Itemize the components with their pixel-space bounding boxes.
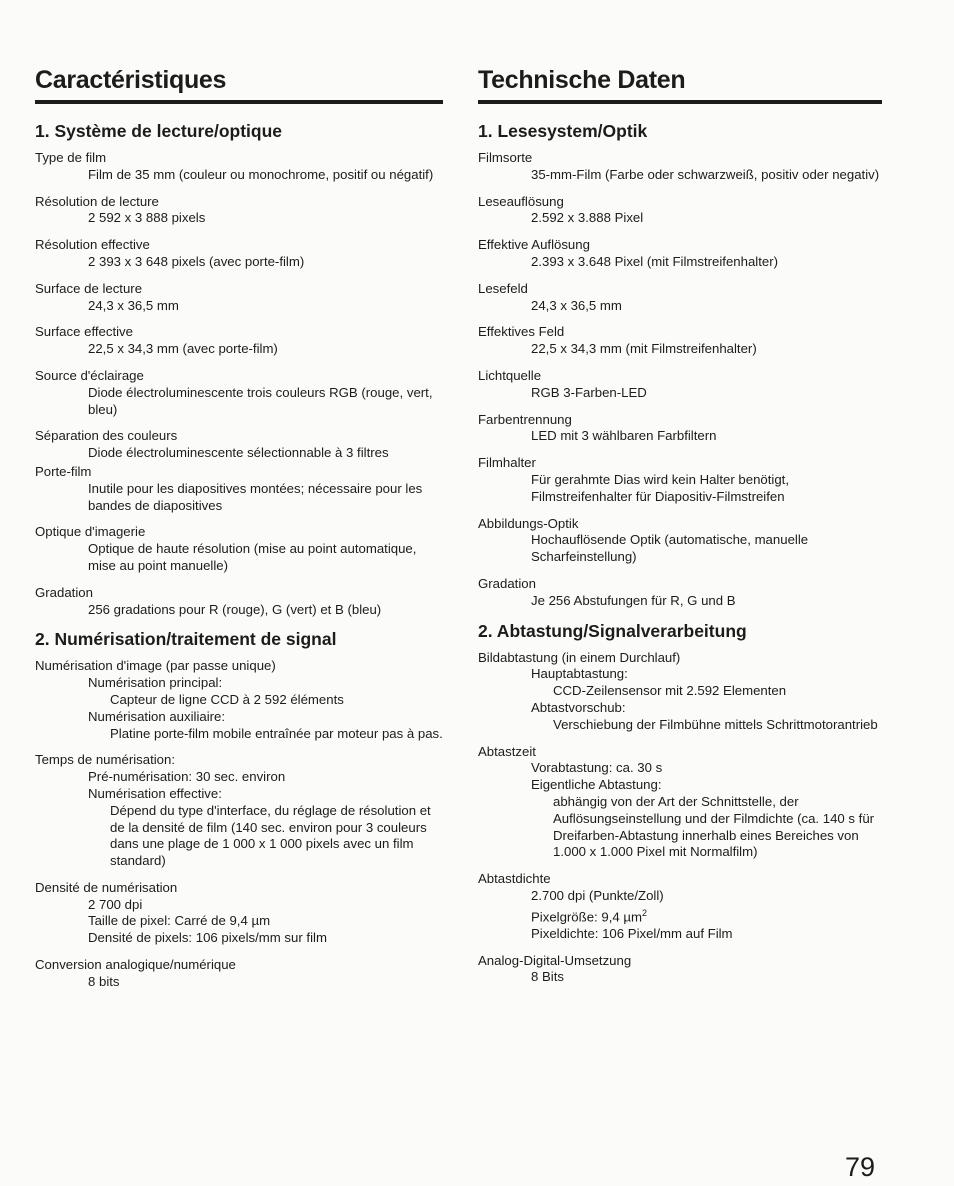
spec-sub-label: Abtastvorschub: [531, 699, 626, 715]
spec-term: Conversion analogique/numérique [35, 957, 236, 973]
spec-item [35, 585, 445, 619]
spec-value: Optique de haute résolution (mise au point automatique, mise au point manuelle) [88, 541, 417, 573]
title-rule-fr [35, 100, 443, 104]
section-heading-fr-1: 1. Système de lecture/optique [35, 121, 283, 141]
content-de [478, 120, 884, 996]
spec-value: 2 393 x 3 648 pixels (avec porte-film) [88, 253, 305, 269]
spec-value: Hochauflösende Optik (automatische, manuelle Scharfeinstellung) [531, 532, 809, 565]
spec-term: Abtastdichte [478, 871, 551, 887]
spec-item [478, 237, 884, 271]
spec-term: Temps de numérisation: [35, 752, 175, 768]
spec-sub-label: Numérisation auxiliaire: [88, 708, 226, 724]
spec-term: Effektive Auflösung [478, 237, 590, 253]
spec-item [478, 455, 884, 505]
spec-term: Porte-film [35, 463, 92, 479]
spec-value: 2.393 x 3.648 Pixel (mit Filmstreifenhalter) [531, 253, 778, 269]
spec-sub-label: Eigentliche Abtastung: [531, 777, 662, 793]
spec-term: Type de film [35, 150, 107, 165]
spec-value: RGB 3-Farben-LED [531, 384, 647, 400]
spec-item [35, 281, 445, 315]
spec-sub-value: CCD-Zeilensensor mit 2.592 Elementen [553, 683, 787, 699]
content-fr [35, 120, 445, 1001]
spec-item [35, 464, 445, 514]
spec-value: Inutile pour les diapositives montées; nécessaire pour les bandes de diapositives [88, 480, 423, 513]
spec-item [478, 576, 884, 610]
spec-value: 22,5 x 34,3 mm (avec porte-film) [88, 341, 278, 357]
spec-term: Numérisation d'image (par passe unique) [35, 658, 276, 674]
spec-sub-label: Numérisation principal: [88, 675, 223, 691]
spec-term: Effektives Feld [478, 324, 565, 340]
spec-sub-label: Taille de pixel: Carré de 9,4 µm [88, 913, 271, 929]
spec-list-fr-1 [35, 150, 445, 618]
spec-term: Abbildungs-Optik [478, 515, 579, 531]
page-title-de: Technische Daten [478, 66, 686, 94]
spec-sub-label: Vorabtastung: ca. 30 s [531, 760, 663, 776]
spec-sub-label: 2.700 dpi (Punkte/Zoll) [531, 887, 664, 903]
spec-item [478, 516, 884, 566]
spec-value: 22,5 x 34,3 mm (mit Filmstreifenhalter) [531, 341, 757, 357]
spec-term: Farbentrennung [478, 411, 572, 427]
section-heading-de-2: 2. Abtastung/Signalverarbeitung [478, 620, 747, 641]
spec-sub-value: Verschiebung der Filmbühne mittels Schrittmotorantrieb [553, 716, 878, 732]
spec-item-time-de [478, 744, 884, 862]
spec-value: 24,3 x 36,5 mm [88, 297, 179, 313]
pixel-size-text: Pixelgröße: 9,4 µm [531, 909, 642, 925]
spec-term: Filmhalter [478, 455, 536, 471]
spec-term: Séparation des couleurs [35, 428, 178, 444]
spec-item-conv-de [478, 953, 884, 987]
spec-term: Résolution effective [35, 237, 150, 253]
spec-item [478, 412, 884, 446]
spec-sub-label: Densité de pixels: 106 pixels/mm sur film [88, 930, 327, 946]
spec-term: Gradation [35, 584, 93, 600]
spec-sub-label [531, 905, 884, 926]
spec-item [478, 150, 884, 184]
spec-sub-label: 8 Bits [531, 969, 564, 985]
spec-term: Surface de lecture [35, 280, 143, 296]
spec-term: Optique d'imagerie [35, 524, 146, 540]
spec-item-scan-de [478, 650, 884, 734]
spec-term: Abtastzeit [478, 743, 536, 759]
section-heading-fr-2: 2. Numérisation/traitement de signal [35, 629, 337, 650]
spec-item [478, 324, 884, 358]
spec-value: 24,3 x 36,5 mm [531, 297, 622, 313]
spec-item [35, 368, 445, 418]
spec-item-density-fr [35, 880, 445, 947]
spec-value: Film de 35 mm (couleur ou monochrome, positif ou négatif) [88, 166, 434, 182]
superscript-2: 2 [641, 907, 647, 918]
spec-term: Densité de numérisation [35, 879, 178, 895]
spec-item [35, 237, 445, 271]
spec-sub-label: 8 bits [88, 973, 120, 989]
spec-sub-value: abhängig von der Art der Schnittstelle, der Auflösungseinstellung und der Filmdichte (ca. 140 s für Dreifarben-Abtastung innerhalb eines Bereiches von 1.000 x 1.000 Pixel mit Normalfilm) [553, 793, 875, 860]
spec-item-density-de [478, 871, 884, 943]
spec-item-time-fr [35, 752, 445, 870]
spec-value: LED mit 3 wählbaren Farbfiltern [531, 428, 717, 444]
spec-term: Bildabtastung (in einem Durchlauf) [478, 649, 681, 665]
spec-value: 2 592 x 3 888 pixels [88, 210, 206, 226]
spec-item [35, 524, 445, 574]
spec-item [35, 428, 445, 462]
spec-term: Lichtquelle [478, 367, 542, 383]
spec-term: Lesefeld [478, 280, 528, 296]
spec-sub-label: Hauptabtastung: [531, 666, 628, 682]
page-title-fr: Caractéristiques [35, 66, 227, 94]
spec-term: Filmsorte [478, 150, 533, 165]
spec-term: Résolution de lecture [35, 193, 159, 209]
title-rule-de [478, 100, 882, 104]
spec-item-scan-fr [35, 658, 445, 742]
spec-value: 256 gradations pour R (rouge), G (vert) et B (bleu) [88, 601, 382, 617]
spec-sub-label: Pixeldichte: 106 Pixel/mm auf Film [531, 925, 733, 941]
spec-value: Für gerahmte Dias wird kein Halter benötigt, Filmstreifenhalter für Diapositiv-Filmstreifen [531, 471, 789, 504]
spec-list-de-1 [478, 150, 884, 610]
section-heading-de-1: 1. Lesesystem/Optik [478, 121, 648, 141]
spec-value: 2.592 x 3.888 Pixel [531, 210, 644, 226]
spec-value: Diode électroluminescente trois couleurs RGB (rouge, vert, bleu) [88, 384, 433, 417]
spec-sub-label: Numérisation effective: [88, 785, 222, 801]
spec-item [35, 194, 445, 228]
spec-sub-value: Dépend du type d'interface, du réglage de résolution et de la densité de film (140 sec. environ pour 3 couleurs dans une plage de 1 000 x 1 000 pixels avec un film standard) [110, 802, 431, 869]
spec-item [478, 194, 884, 228]
spec-value: 35-mm-Film (Farbe oder schwarzweiß, positiv oder negativ) [531, 166, 880, 182]
spec-sub-value: Capteur de ligne CCD à 2 592 éléments [110, 691, 344, 707]
spec-item [478, 281, 884, 315]
spec-sub-label: Pré-numérisation: 30 sec. environ [88, 769, 286, 785]
spec-item [35, 150, 445, 184]
page-number: 79 [845, 1152, 876, 1182]
spec-term: Leseauflösung [478, 193, 564, 209]
spec-value: Je 256 Abstufungen für R, G und B [531, 592, 736, 608]
spec-item [35, 324, 445, 358]
spec-sub-value: Platine porte-film mobile entraînée par moteur pas à pas. [110, 725, 443, 741]
spec-term: Source d'éclairage [35, 367, 144, 383]
spec-item-conv-fr [35, 957, 445, 991]
spec-term: Gradation [478, 575, 536, 591]
spec-item [478, 368, 884, 402]
spec-term: Analog-Digital-Umsetzung [478, 952, 632, 968]
spec-term: Surface effective [35, 324, 133, 340]
spec-value: Diode électroluminescente sélectionnable à 3 filtres [88, 445, 389, 461]
spec-sub-label: 2 700 dpi [88, 896, 143, 912]
